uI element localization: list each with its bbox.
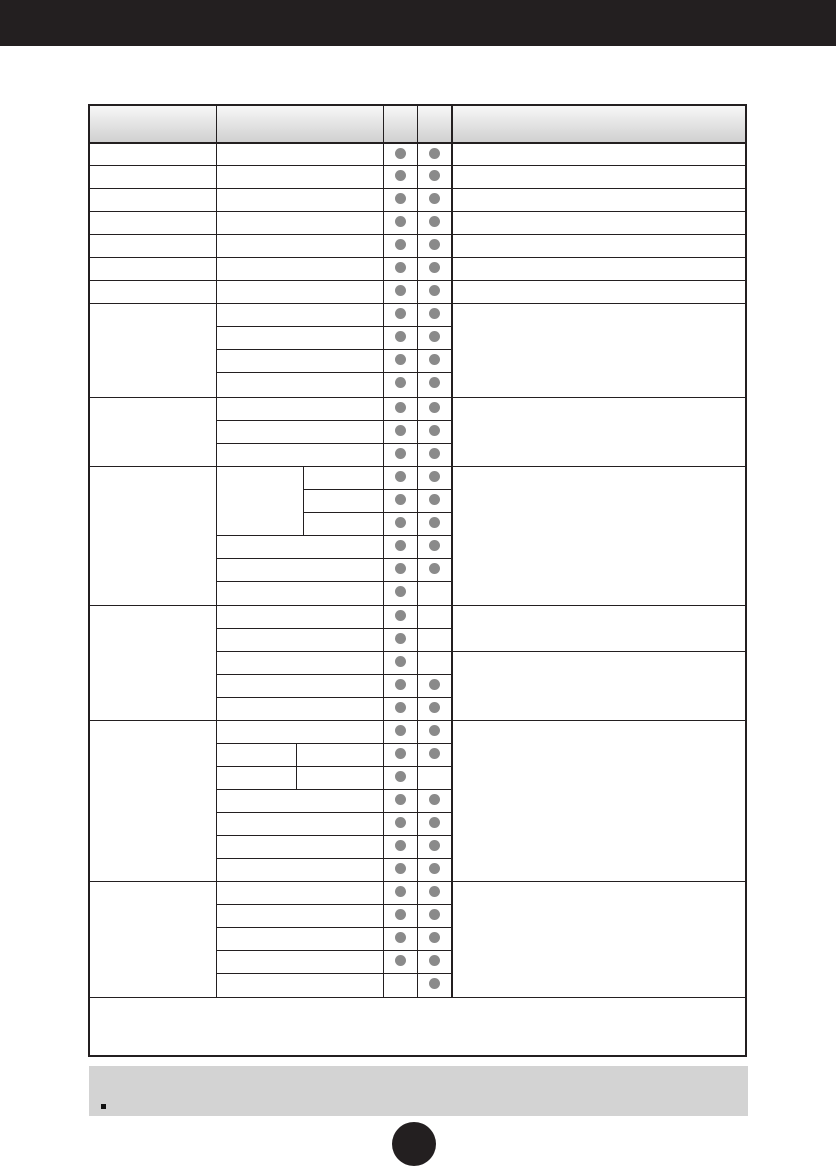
dot-icon [429,402,440,413]
dot-icon [429,932,440,943]
grid-line [216,106,217,997]
dot-icon [395,771,406,782]
grid-line [216,766,451,767]
dot-icon [429,702,440,713]
grid-line [216,674,451,675]
grid-line [216,789,451,790]
dot-icon [429,863,440,874]
dot-icon [395,193,406,204]
dot-icon [395,586,406,597]
dot-icon [395,448,406,459]
dot-icon [429,748,440,759]
dot-icon [395,702,406,713]
grid-line [383,106,384,997]
dot-icon [395,840,406,851]
dot-icon [395,517,406,528]
dot-icon [429,262,440,273]
dot-icon [395,216,406,227]
dot-icon [395,262,406,273]
grid-line [216,812,451,813]
grid-line [216,326,451,327]
dot-icon [395,863,406,874]
dot-icon [395,471,406,482]
dot-icon [395,402,406,413]
dot-icon [429,978,440,989]
dot-icon [429,909,440,920]
dot-icon [429,425,440,436]
dot-icon [429,239,440,250]
grid-line [90,997,745,998]
dot-icon [429,216,440,227]
grid-line [216,904,451,905]
grid-line [296,743,297,789]
dot-icon [395,955,406,966]
dot-icon [395,610,406,621]
note-box [89,1066,748,1116]
dot-icon [429,170,440,181]
grid-line [216,535,451,536]
grid-line [303,489,451,490]
dot-icon [429,354,440,365]
dot-icon [395,932,406,943]
dot-icon [395,679,406,690]
dot-icon [395,656,406,667]
dot-icon [395,494,406,505]
grid-line [303,466,304,535]
grid-line [216,697,451,698]
dot-icon [429,794,440,805]
dot-icon [429,331,440,342]
dot-icon [429,817,440,828]
dot-icon [429,540,440,551]
dot-icon [429,886,440,897]
dot-icon [429,471,440,482]
grid-line [216,743,451,744]
dot-icon [395,909,406,920]
dot-icon [429,563,440,574]
bullet-icon [101,1104,106,1109]
dot-icon [429,193,440,204]
dot-icon [395,285,406,296]
dot-icon [395,354,406,365]
grid-line [216,651,745,652]
dot-icon [429,448,440,459]
dot-icon [395,725,406,736]
dot-icon [429,308,440,319]
grid-line [216,372,451,373]
dot-icon [395,425,406,436]
dot-icon [395,794,406,805]
grid-line [216,973,451,974]
dot-icon [395,563,406,574]
dot-icon [429,494,440,505]
dot-icon [395,886,406,897]
dot-icon [429,679,440,690]
top-header-bar [0,0,836,46]
dot-icon [395,308,406,319]
grid-line [216,581,451,582]
dot-icon [395,331,406,342]
grid-line [216,349,451,350]
grid-line [216,628,451,629]
page-number-badge [392,1122,436,1166]
dot-icon [395,239,406,250]
dot-icon [429,840,440,851]
grid-line [216,443,451,444]
grid-line [216,420,451,421]
grid-line [216,927,451,928]
grid-line [451,106,453,997]
dot-icon [395,377,406,388]
dot-icon [395,148,406,159]
dot-icon [395,817,406,828]
dot-icon [395,633,406,644]
dot-icon [395,540,406,551]
grid-line [417,106,418,997]
dot-icon [429,148,440,159]
dot-icon [429,517,440,528]
grid-line [303,512,451,513]
dot-icon [395,748,406,759]
dot-icon [395,170,406,181]
grid-line [216,950,451,951]
dot-icon [429,955,440,966]
grid-line [216,558,451,559]
dot-icon [429,377,440,388]
dot-icon [429,285,440,296]
dot-icon [429,725,440,736]
grid-line [216,858,451,859]
grid-line [216,835,451,836]
